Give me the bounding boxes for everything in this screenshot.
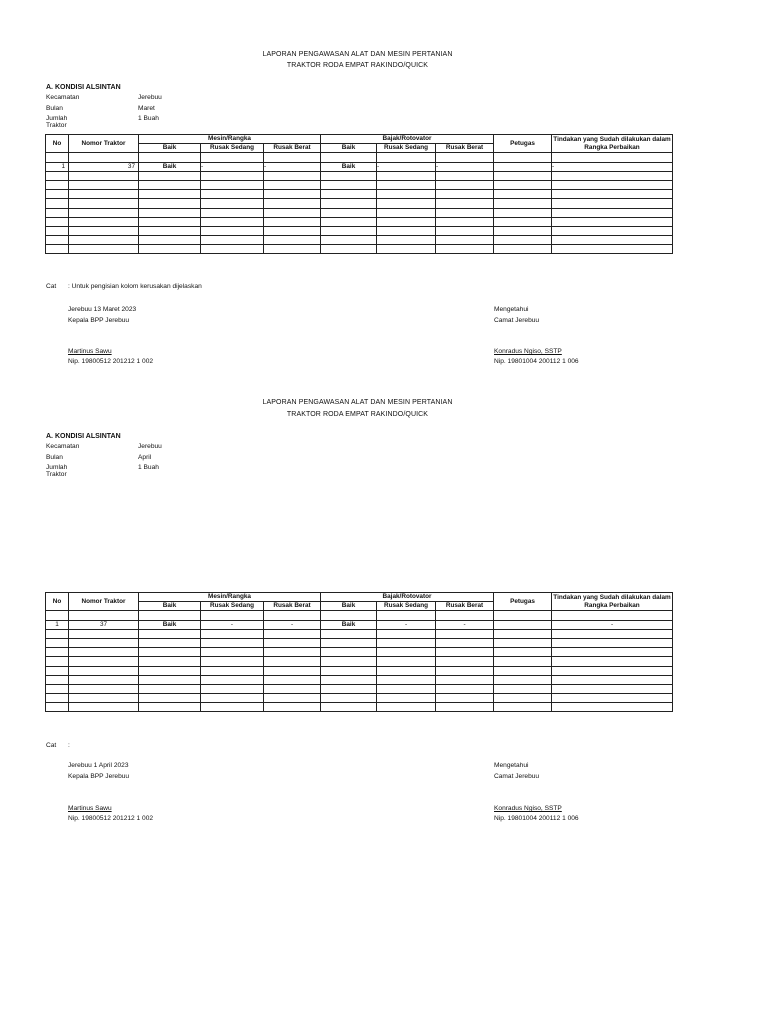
note-text: : Untuk pengisian kolom kerusakan dijelaskan: [68, 283, 202, 290]
header-nomor-traktor: Nomor Traktor: [69, 135, 139, 153]
header-mesin-rusak-sedang: Rusak Sedang: [201, 144, 264, 153]
cell-mesin-rusak-berat: -: [264, 620, 321, 629]
cell-bajak-rusak-sedang: -: [377, 162, 436, 171]
condition-table: [45, 134, 673, 254]
table-row-empty: [46, 180, 673, 189]
table-row-empty: [46, 638, 673, 647]
section-heading: A. KONDISI ALSINTAN: [46, 433, 121, 440]
table-row-empty: [46, 208, 673, 217]
cell-nomor-traktor: 37: [69, 162, 139, 171]
header-bajak-rusak-berat: Rusak Berat: [436, 144, 494, 153]
table-row-empty: [46, 629, 673, 638]
header-mesin-baik: Baik: [139, 144, 201, 153]
cell-mesin-baik: Baik: [139, 162, 201, 171]
header-bajak-rotovator: Bajak/Rotovator: [321, 593, 494, 602]
info-value: Jerebuu: [138, 94, 162, 101]
cell-no: 1: [46, 620, 69, 629]
cell-bajak-baik: Baik: [321, 620, 377, 629]
table-row-empty: [46, 199, 673, 208]
table-row-empty: [46, 648, 673, 657]
cell-bajak-rusak-berat: -: [436, 620, 494, 629]
left-sig-name: Martinus Sawu: [68, 805, 112, 812]
header-bajak-rotovator: Bajak/Rotovator: [321, 135, 494, 144]
cell-mesin-rusak-berat: -: [264, 162, 321, 171]
cell-no: 1: [46, 162, 69, 171]
info-label: Kecamatan: [46, 443, 80, 450]
report-title-line-2: TRAKTOR RODA EMPAT RAKINDO/QUICK: [286, 411, 429, 418]
table-row-empty: [46, 657, 673, 666]
info-value: Maret: [138, 104, 155, 112]
table-row: [46, 162, 673, 171]
cell-tindakan: -: [552, 620, 673, 629]
report-title-line-2: TRAKTOR RODA EMPAT RAKINDO/QUICK: [286, 62, 429, 69]
right-sig-nip: Nip. 19801004 200112 1 006: [494, 815, 579, 822]
cell-bajak-rusak-sedang: -: [377, 620, 436, 629]
cell-bajak-baik: Baik: [321, 162, 377, 171]
header-petugas: Petugas: [494, 593, 552, 611]
header-petugas: Petugas: [494, 135, 552, 153]
note-label: Cat: [46, 742, 57, 749]
report-title-line-1: LAPORAN PENGAWASAN ALAT DAN MESIN PERTANIAN: [262, 399, 453, 406]
table-row-empty: [46, 245, 673, 254]
header-mesin-rusak-berat: Rusak Berat: [264, 144, 321, 153]
info-value: 1 Buah: [138, 464, 159, 471]
table-row-empty: [46, 703, 673, 712]
right-sig-role: Camat Jerebuu: [494, 773, 540, 780]
cell-bajak-rusak-berat: -: [436, 162, 494, 171]
header-nomor-traktor: Nomor Traktor: [69, 593, 139, 611]
cell-nomor-traktor: 37: [69, 620, 139, 629]
left-sig-place-date: Jerebuu 1 April 2023: [68, 762, 129, 769]
header-mesin-rusak-berat: Rusak Berat: [264, 602, 321, 611]
note-label: Cat: [46, 283, 57, 290]
header-bajak-rusak-berat: Rusak Berat: [436, 602, 494, 611]
cell-tindakan: -: [552, 162, 673, 171]
header-mesin-rangka: Mesin/Rangka: [139, 593, 321, 602]
table-row-empty: [46, 666, 673, 675]
header-no: No: [46, 593, 69, 611]
cell-mesin-rusak-sedang: -: [201, 620, 264, 629]
cell-mesin-rusak-sedang: -: [201, 162, 264, 171]
table-row-spacer: [46, 153, 673, 162]
right-sig-name: Konradus Ngiso, SSTP: [494, 348, 562, 355]
left-sig-role: Kepala BPP Jerebuu: [68, 317, 130, 324]
info-value: April: [138, 453, 152, 461]
header-tindakan: Tindakan yang Sudah dilakukan dalam Rangka Perbaikan: [552, 593, 673, 611]
right-sig-role: Camat Jerebuu: [494, 317, 540, 324]
note-text: :: [68, 742, 70, 749]
table-row-empty: [46, 236, 673, 245]
info-label: Kecamatan: [46, 94, 80, 101]
left-sig-place-date: Jerebuu 13 Maret 2023: [68, 306, 137, 313]
cell-mesin-baik: Baik: [139, 620, 201, 629]
right-sig-heading: Mengetahui: [494, 306, 529, 313]
condition-table: [45, 592, 673, 712]
table-row: [46, 620, 673, 629]
cell-petugas: [494, 162, 552, 171]
info-value: 1 Buah: [138, 115, 159, 122]
header-mesin-rangka: Mesin/Rangka: [139, 135, 321, 144]
header-bajak-baik: Baik: [321, 602, 377, 611]
right-sig-heading: Mengetahui: [494, 762, 529, 769]
info-label: Jumlah Traktor: [46, 115, 68, 129]
table-row-empty: [46, 675, 673, 684]
info-label: Jumlah Traktor: [46, 464, 68, 478]
section-heading: A. KONDISI ALSINTAN: [46, 84, 121, 91]
table-row-spacer: [46, 611, 673, 620]
left-sig-name: Martinus Sawu: [68, 348, 112, 355]
table-row-empty: [46, 226, 673, 235]
right-sig-nip: Nip. 19801004 200112 1 006: [494, 358, 579, 365]
header-tindakan: Tindakan yang Sudah dilakukan dalam Rangka Perbaikan: [552, 135, 673, 153]
report-title-line-1: LAPORAN PENGAWASAN ALAT DAN MESIN PERTANIAN: [262, 51, 453, 58]
header-bajak-rusak-sedang: Rusak Sedang: [377, 602, 436, 611]
info-label: Bulan: [46, 453, 63, 461]
table-row-empty: [46, 190, 673, 199]
table-row-empty: [46, 694, 673, 703]
left-sig-nip: Nip. 19800512 201212 1 002: [68, 815, 154, 822]
info-label: Bulan: [46, 104, 63, 112]
right-sig-name: Konradus Ngiso, SSTP: [494, 805, 562, 812]
table-row-empty: [46, 217, 673, 226]
header-mesin-rusak-sedang: Rusak Sedang: [201, 602, 264, 611]
info-value: Jerebuu: [138, 443, 162, 450]
table-row-empty: [46, 171, 673, 180]
left-sig-nip: Nip. 19800512 201212 1 002: [68, 358, 154, 365]
table-row-empty: [46, 684, 673, 693]
header-bajak-baik: Baik: [321, 144, 377, 153]
header-mesin-baik: Baik: [139, 602, 201, 611]
header-bajak-rusak-sedang: Rusak Sedang: [377, 144, 436, 153]
header-no: No: [46, 135, 69, 153]
cell-petugas: [494, 620, 552, 629]
left-sig-role: Kepala BPP Jerebuu: [68, 773, 130, 780]
